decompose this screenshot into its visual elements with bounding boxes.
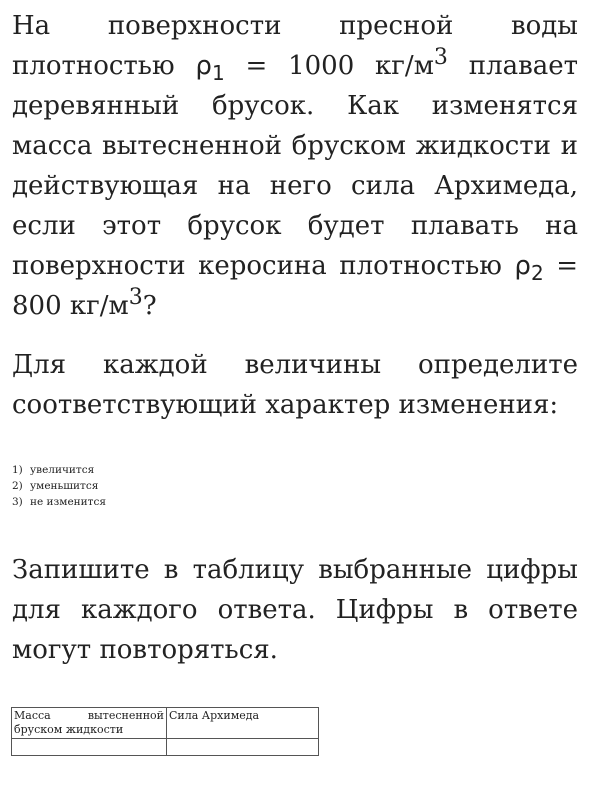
rho2-symbol: ρ	[514, 251, 531, 281]
rho1-value: = 1000 кг/м	[224, 51, 434, 81]
header-displaced-mass: Масса вытесненной бруском жидкости	[12, 708, 167, 739]
question-part-2: плавает деревянный брусок. Как изменятся масса вытесненной бруском жидкости и действующая на него сила Архимеда, если этот брусок будет плавать на поверхности керосина плотностью	[12, 51, 578, 281]
table-instruction-text: Запишите в таблицу выбранные цифры для каждого ответа. Цифры в ответе могут повторяться.	[12, 555, 578, 665]
option-label: уменьшится	[30, 480, 99, 492]
table-answer-row	[12, 739, 319, 756]
option-number: 3)	[12, 496, 23, 508]
question-part-4: ?	[142, 291, 157, 321]
rho2-equals: =	[543, 251, 578, 281]
answer-cell-displaced-mass[interactable]	[12, 739, 167, 756]
rho1-exponent: 3	[433, 45, 448, 70]
option-label: увеличится	[30, 464, 95, 476]
option-item	[12, 478, 312, 494]
options-list	[12, 462, 312, 510]
header-archimedes-force: Сила Архимеда	[167, 708, 319, 739]
option-item	[12, 494, 312, 510]
answer-cell-archimedes-force[interactable]	[167, 739, 319, 756]
rho2-index: 2	[530, 261, 544, 285]
option-item	[12, 462, 312, 478]
answer-table	[11, 707, 319, 756]
instruction-text: Для каждой величины определите соответствующий характер изменения:	[12, 350, 578, 420]
option-number: 2)	[12, 480, 23, 492]
question-part-3: 800 кг/м	[12, 291, 129, 321]
table-header-row	[12, 708, 319, 739]
question-text	[12, 6, 578, 326]
question-part-1: На поверхности пресной воды плотностью	[12, 11, 578, 81]
option-label: не изменится	[30, 496, 106, 508]
rho1-symbol: ρ	[195, 51, 212, 81]
option-number: 1)	[12, 464, 23, 476]
rho2-exponent: 3	[128, 285, 143, 310]
rho1-index: 1	[211, 61, 225, 85]
